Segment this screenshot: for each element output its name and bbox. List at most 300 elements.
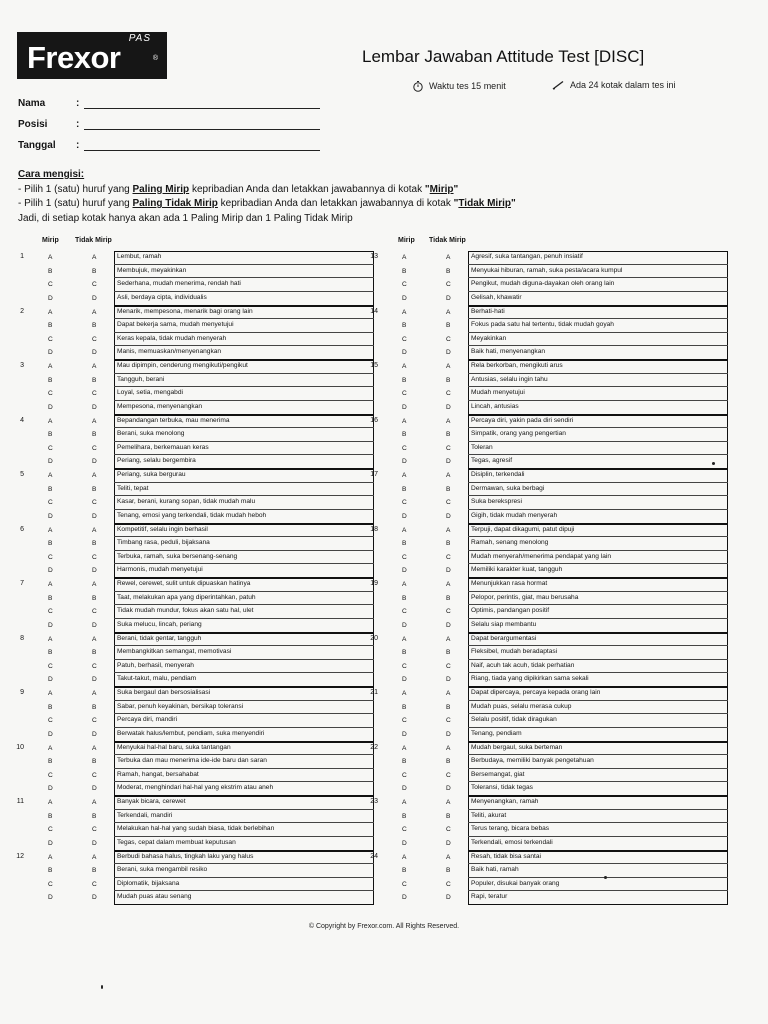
mirip-option-letter[interactable]: D xyxy=(48,676,53,684)
mirip-option-letter[interactable]: D xyxy=(402,730,407,738)
tidak-mirip-option-letter[interactable]: C xyxy=(446,880,451,888)
tidak-mirip-option-letter[interactable]: C xyxy=(446,826,451,834)
tidak-mirip-option-letter[interactable]: D xyxy=(92,458,97,466)
mirip-option-letter[interactable]: C xyxy=(48,662,53,670)
tidak-mirip-option-letter[interactable]: C xyxy=(446,335,451,343)
tidak-mirip-option-letter[interactable]: A xyxy=(446,690,451,697)
tidak-mirip-option-letter[interactable]: B xyxy=(92,485,97,493)
tidak-mirip-option-letter[interactable]: D xyxy=(446,458,451,466)
question-group xyxy=(370,306,728,361)
tidak-mirip-option-letter[interactable]: D xyxy=(446,730,451,738)
question-group xyxy=(370,796,728,851)
tidak-mirip-option-letter[interactable]: C xyxy=(92,880,97,888)
option-row xyxy=(26,265,374,279)
mirip-option-letter[interactable]: A xyxy=(48,308,53,316)
box-note-text: Ada 24 kotak dalam tes ini xyxy=(570,80,676,90)
mirip-option-letter[interactable]: D xyxy=(48,294,53,302)
mirip-option-letter[interactable]: D xyxy=(402,512,407,520)
group-number: 17 xyxy=(370,471,378,478)
mirip-option-letter[interactable]: C xyxy=(402,771,407,779)
mirip-option-letter[interactable]: C xyxy=(48,390,53,398)
statement-text: Mudah bergaul, suka berteman xyxy=(471,743,563,751)
tidak-mirip-option-letter[interactable]: A xyxy=(446,744,451,752)
question-group xyxy=(370,415,728,470)
mirip-option-letter[interactable]: C xyxy=(402,281,407,289)
tidak-mirip-option-letter[interactable]: C xyxy=(92,826,97,834)
group-number: 9 xyxy=(20,689,24,696)
mirip-option-letter[interactable]: C xyxy=(48,281,53,289)
statement-text: Toleransi, tidak tegas xyxy=(471,784,533,792)
mirip-option-letter[interactable]: B xyxy=(402,703,407,711)
mirip-option-letter[interactable]: A xyxy=(402,853,407,861)
statement-text: Harmonis, mudah menyetujui xyxy=(117,566,203,574)
tidak-mirip-option-letter[interactable]: A xyxy=(446,799,451,806)
tidak-mirip-option-letter[interactable]: C xyxy=(446,771,451,779)
tidak-mirip-option-letter[interactable]: B xyxy=(92,812,97,820)
tidak-mirip-option-letter[interactable]: B xyxy=(92,322,97,330)
mirip-option-letter[interactable]: C xyxy=(402,444,407,452)
mirip-option-letter[interactable]: D xyxy=(402,458,407,466)
mirip-option-letter[interactable]: B xyxy=(402,758,407,766)
option-row xyxy=(380,374,728,388)
tidak-mirip-option-letter[interactable]: C xyxy=(92,281,97,289)
tidak-mirip-option-letter[interactable]: C xyxy=(446,499,451,507)
tidak-mirip-option-letter[interactable]: D xyxy=(92,730,97,738)
mirip-option-letter[interactable]: A xyxy=(402,690,407,697)
tidak-mirip-option-letter[interactable]: A xyxy=(92,472,97,479)
option-row xyxy=(26,605,374,619)
statement-text: Periang, selalu bergembira xyxy=(117,457,196,465)
mirip-option-letter[interactable]: C xyxy=(402,553,407,561)
mirip-option-letter[interactable]: C xyxy=(402,717,407,725)
mirip-option-letter[interactable]: D xyxy=(48,621,53,629)
tidak-mirip-option-letter[interactable]: B xyxy=(92,594,97,602)
option-row xyxy=(380,864,728,878)
mirip-option-letter[interactable]: C xyxy=(48,335,53,343)
answer-column-left xyxy=(16,251,374,905)
mirip-option-letter[interactable]: D xyxy=(402,403,407,411)
logo-registered-mark: ® xyxy=(152,55,158,62)
instruction-emphasis: Paling Mirip xyxy=(132,183,190,195)
mirip-option-letter[interactable]: C xyxy=(402,880,407,888)
option-row xyxy=(26,346,374,360)
mirip-option-letter[interactable]: A xyxy=(402,417,407,425)
mirip-option-letter[interactable]: D xyxy=(48,403,53,411)
tidak-mirip-option-letter[interactable]: D xyxy=(92,621,97,629)
colon: : xyxy=(76,140,80,151)
mirip-option-letter[interactable]: B xyxy=(48,267,53,275)
mirip-option-letter[interactable]: A xyxy=(48,581,53,588)
tidak-mirip-option-letter[interactable]: C xyxy=(446,281,451,289)
mirip-option-letter[interactable]: B xyxy=(48,322,53,330)
statement-text: Baik hati, ramah xyxy=(471,866,519,874)
mirip-option-letter[interactable]: A xyxy=(402,254,407,261)
tidak-mirip-option-letter[interactable]: D xyxy=(446,349,451,357)
tidak-mirip-option-letter[interactable]: B xyxy=(92,376,97,384)
group-number: 11 xyxy=(16,798,24,805)
tidak-mirip-option-letter[interactable]: B xyxy=(446,867,451,875)
tidak-mirip-option-letter[interactable]: A xyxy=(92,635,97,643)
mirip-option-letter[interactable]: A xyxy=(402,308,407,316)
mirip-option-letter[interactable]: B xyxy=(402,812,407,820)
option-row xyxy=(380,742,728,756)
tidak-mirip-option-letter[interactable]: D xyxy=(446,403,451,411)
option-row xyxy=(26,742,374,756)
tidak-mirip-option-letter[interactable]: D xyxy=(92,349,97,357)
mirip-option-letter[interactable]: B xyxy=(402,594,407,602)
mirip-option-letter[interactable]: D xyxy=(402,294,407,302)
mirip-option-letter[interactable]: D xyxy=(402,349,407,357)
statement-text: Membujuk, meyakinkan xyxy=(117,266,187,274)
mirip-option-letter[interactable]: B xyxy=(48,594,53,602)
option-row xyxy=(380,592,728,606)
tidak-mirip-option-letter[interactable]: D xyxy=(446,294,451,302)
mirip-option-letter[interactable]: A xyxy=(402,799,407,806)
mirip-option-letter[interactable]: D xyxy=(402,894,407,902)
tidak-mirip-option-letter[interactable]: A xyxy=(446,417,451,425)
tidak-mirip-option-letter[interactable]: D xyxy=(92,894,97,902)
tidak-mirip-option-letter[interactable]: D xyxy=(92,567,97,575)
option-row xyxy=(380,510,728,524)
mirip-option-letter[interactable]: B xyxy=(402,867,407,875)
mirip-option-letter[interactable]: D xyxy=(402,785,407,793)
group-number: 5 xyxy=(20,471,24,478)
instruction-text: kepribadian Anda dan letakkan jawabannya di kotak xyxy=(217,198,454,209)
mirip-option-letter[interactable]: D xyxy=(402,676,407,684)
mirip-option-letter[interactable]: D xyxy=(402,839,407,847)
option-row xyxy=(26,374,374,388)
question-group xyxy=(370,360,728,415)
mirip-option-letter[interactable]: B xyxy=(402,376,407,384)
mirip-option-letter[interactable]: B xyxy=(48,649,53,657)
statement-text: Sederhana, mudah menerima, rendah hati xyxy=(117,280,241,288)
mirip-option-letter[interactable]: A xyxy=(48,526,53,534)
mirip-option-letter[interactable]: A xyxy=(402,744,407,752)
question-group xyxy=(20,251,374,306)
option-row xyxy=(380,701,728,715)
statement-text: Baik hati, menyenangkan xyxy=(471,348,546,356)
posisi-input-line[interactable] xyxy=(84,118,320,130)
tidak-mirip-option-letter[interactable]: C xyxy=(446,390,451,398)
tidak-mirip-option-letter[interactable]: C xyxy=(92,499,97,507)
tidak-mirip-option-letter[interactable]: B xyxy=(92,703,97,711)
tidak-mirip-option-letter[interactable]: D xyxy=(446,676,451,684)
tidak-mirip-option-letter[interactable]: C xyxy=(92,771,97,779)
tidak-mirip-option-letter[interactable]: B xyxy=(446,703,451,711)
tidak-mirip-option-letter[interactable]: C xyxy=(92,444,97,452)
tidak-mirip-option-letter[interactable]: C xyxy=(92,335,97,343)
instructions-heading: Cara mengisi: xyxy=(18,169,85,180)
tidak-mirip-option-letter[interactable]: C xyxy=(446,717,451,725)
tanggal-label: Tanggal xyxy=(18,140,56,151)
mirip-option-letter[interactable]: A xyxy=(48,690,53,697)
tidak-mirip-option-letter[interactable]: B xyxy=(92,431,97,439)
tidak-mirip-option-letter[interactable]: B xyxy=(446,594,451,602)
question-group xyxy=(20,415,374,470)
statement-text: Mudah puas atau senang xyxy=(117,893,192,901)
option-row xyxy=(380,660,728,674)
tidak-mirip-option-letter[interactable]: C xyxy=(92,608,97,616)
mirip-option-letter[interactable]: B xyxy=(402,322,407,330)
tidak-mirip-option-letter[interactable]: C xyxy=(92,553,97,561)
statement-text: Berbudaya, memiliki banyak pengetahuan xyxy=(471,757,594,765)
tidak-mirip-option-letter[interactable]: A xyxy=(92,254,97,261)
tidak-mirip-option-letter[interactable]: A xyxy=(446,254,451,261)
tidak-mirip-option-letter[interactable]: C xyxy=(446,608,451,616)
tidak-mirip-option-letter[interactable]: D xyxy=(92,512,97,520)
mirip-option-letter[interactable]: D xyxy=(48,567,53,575)
statement-text: Suka berekspresi xyxy=(471,498,522,506)
mirip-option-letter[interactable]: A xyxy=(402,363,407,370)
mirip-option-letter[interactable]: C xyxy=(48,717,53,725)
group-number: 16 xyxy=(370,416,378,424)
statement-text: Ramah, hangat, bersahabat xyxy=(117,770,199,778)
mirip-option-letter[interactable]: B xyxy=(402,431,407,439)
question-group xyxy=(370,742,728,797)
option-row xyxy=(380,810,728,824)
tidak-mirip-option-letter[interactable]: B xyxy=(446,376,451,384)
tidak-mirip-option-letter[interactable]: A xyxy=(446,308,451,316)
statement-text: Antusias, selalu ingin tahu xyxy=(471,375,548,383)
tidak-mirip-option-letter[interactable]: A xyxy=(446,526,451,534)
statement-text: Resah, tidak bisa santai xyxy=(471,852,542,860)
mirip-option-letter[interactable]: C xyxy=(402,826,407,834)
mirip-option-letter[interactable]: D xyxy=(48,894,53,902)
option-row xyxy=(26,564,374,578)
tidak-mirip-option-letter[interactable]: A xyxy=(446,472,451,479)
option-row xyxy=(26,524,374,538)
option-row xyxy=(380,551,728,565)
mirip-option-letter[interactable]: D xyxy=(48,512,53,520)
mirip-option-letter[interactable]: A xyxy=(402,472,407,479)
tidak-mirip-option-letter[interactable]: B xyxy=(92,758,97,766)
option-row xyxy=(380,769,728,783)
mirip-option-letter[interactable]: A xyxy=(48,744,53,752)
group-number: 1 xyxy=(20,253,24,260)
colon: : xyxy=(76,119,80,130)
mirip-option-letter[interactable]: D xyxy=(402,621,407,629)
mirip-option-letter[interactable]: B xyxy=(48,758,53,766)
tidak-mirip-option-letter[interactable]: D xyxy=(92,403,97,411)
tidak-mirip-option-letter[interactable]: B xyxy=(446,812,451,820)
group-number: 18 xyxy=(370,525,378,533)
tidak-mirip-option-letter[interactable]: C xyxy=(92,662,97,670)
tidak-mirip-option-letter[interactable]: C xyxy=(446,444,451,452)
tidak-mirip-option-letter[interactable]: A xyxy=(92,799,97,806)
tidak-mirip-option-letter[interactable]: C xyxy=(92,717,97,725)
tidak-mirip-option-letter[interactable]: B xyxy=(92,649,97,657)
statement-text: Tidak mudah mundur, fokus akan satu hal, ulet xyxy=(117,607,254,615)
group-number: 22 xyxy=(370,743,378,751)
question-group xyxy=(16,742,374,797)
statement-text: Percaya diri, yakin pada diri sendiri xyxy=(471,416,574,424)
tidak-mirip-option-letter[interactable]: B xyxy=(446,322,451,330)
quote-mark: " xyxy=(453,198,459,209)
statement-text: Teliti, tepat xyxy=(117,484,149,492)
mirip-option-letter[interactable]: B xyxy=(48,431,53,439)
mirip-option-letter[interactable]: C xyxy=(48,444,53,452)
tidak-mirip-option-letter[interactable]: A xyxy=(446,635,451,643)
mirip-option-letter[interactable]: C xyxy=(48,880,53,888)
tidak-mirip-option-letter[interactable]: D xyxy=(446,512,451,520)
instruction-line-2 xyxy=(18,197,516,212)
nama-label: Nama xyxy=(18,98,46,109)
mirip-option-letter[interactable]: A xyxy=(48,363,53,370)
statement-text: Tangguh, berani xyxy=(117,375,165,383)
option-row xyxy=(26,578,374,592)
statement-text: Terus terang, bicara bebas xyxy=(471,825,550,833)
tidak-mirip-option-letter[interactable]: D xyxy=(446,567,451,575)
tanggal-input-line[interactable] xyxy=(84,139,320,151)
tidak-mirip-option-letter[interactable]: B xyxy=(446,540,451,548)
tidak-mirip-option-letter[interactable]: D xyxy=(92,839,97,847)
tidak-mirip-option-letter[interactable]: A xyxy=(446,853,451,861)
option-row xyxy=(26,851,374,865)
mirip-option-letter[interactable]: A xyxy=(402,635,407,643)
mirip-option-letter[interactable]: B xyxy=(48,867,53,875)
option-row xyxy=(380,455,728,469)
mirip-option-letter[interactable]: A xyxy=(48,254,53,261)
option-row xyxy=(380,292,728,306)
statement-text: Diplomatik, bijaksana xyxy=(117,879,180,887)
option-row xyxy=(380,483,728,497)
statement-text: Suka melucu, lincah, periang xyxy=(117,620,202,628)
mirip-option-letter[interactable]: D xyxy=(48,458,53,466)
mirip-option-letter[interactable]: A xyxy=(48,853,53,861)
mirip-option-letter[interactable]: C xyxy=(402,335,407,343)
colon: : xyxy=(76,98,80,109)
tidak-mirip-option-letter[interactable]: C xyxy=(92,390,97,398)
statement-text: Disiplin, terkendali xyxy=(471,471,525,478)
group-number: 10 xyxy=(16,743,24,751)
mirip-option-letter[interactable]: B xyxy=(402,485,407,493)
tidak-mirip-option-letter[interactable]: B xyxy=(92,267,97,275)
mirip-option-letter[interactable]: B xyxy=(402,540,407,548)
mirip-option-letter[interactable]: B xyxy=(48,376,53,384)
nama-input-line[interactable] xyxy=(84,97,320,109)
instruction-text: - Pilih 1 (satu) huruf yang xyxy=(18,183,133,195)
instruction-emphasis: Mirip xyxy=(429,183,454,195)
tidak-mirip-option-letter[interactable]: A xyxy=(92,853,97,861)
mirip-option-letter[interactable]: C xyxy=(402,608,407,616)
group-number: 15 xyxy=(370,362,378,369)
mirip-option-letter[interactable]: D xyxy=(48,785,53,793)
tidak-mirip-option-letter[interactable]: A xyxy=(446,581,451,588)
statement-text: Moderat, menghindari hal-hal yang ekstrim atau aneh xyxy=(117,784,274,792)
tidak-mirip-option-letter[interactable]: B xyxy=(92,867,97,875)
tidak-mirip-option-letter[interactable]: D xyxy=(446,621,451,629)
mirip-option-letter[interactable]: B xyxy=(402,267,407,275)
option-row xyxy=(26,333,374,347)
group-number: 6 xyxy=(20,525,24,533)
tidak-mirip-option-letter[interactable]: B xyxy=(446,267,451,275)
tidak-mirip-option-letter[interactable]: B xyxy=(446,758,451,766)
mirip-option-letter[interactable]: C xyxy=(402,390,407,398)
mirip-option-letter[interactable]: B xyxy=(48,812,53,820)
tidak-mirip-option-letter[interactable]: B xyxy=(446,485,451,493)
mirip-option-letter[interactable]: B xyxy=(48,485,53,493)
option-row xyxy=(26,592,374,606)
mirip-option-letter[interactable]: D xyxy=(48,839,53,847)
instruction-emphasis: Tidak Mirip xyxy=(458,198,511,209)
tidak-mirip-option-letter[interactable]: A xyxy=(92,363,97,370)
statement-text: Selalu siap membantu xyxy=(471,620,537,628)
tidak-mirip-option-letter[interactable]: A xyxy=(446,363,451,370)
tidak-mirip-option-letter[interactable]: D xyxy=(92,294,97,302)
tidak-mirip-option-letter[interactable]: A xyxy=(92,581,97,588)
tidak-mirip-option-letter[interactable]: D xyxy=(446,785,451,793)
mirip-option-letter[interactable]: A xyxy=(48,799,53,806)
mirip-option-letter[interactable]: A xyxy=(48,472,53,479)
statement-text: Banyak bicara, cerewet xyxy=(117,798,186,805)
statement-text: Bepandangan terbuka, mau menerima xyxy=(117,416,230,424)
group-number: 21 xyxy=(370,689,378,696)
tidak-mirip-option-letter[interactable]: A xyxy=(92,690,97,697)
mirip-option-letter[interactable]: A xyxy=(48,417,53,425)
tidak-mirip-option-letter[interactable]: B xyxy=(446,431,451,439)
mirip-option-letter[interactable]: C xyxy=(48,608,53,616)
instruction-emphasis: Paling Tidak Mirip xyxy=(132,198,218,209)
mirip-option-letter[interactable]: D xyxy=(402,567,407,575)
mirip-option-letter[interactable]: A xyxy=(48,635,53,643)
speck-mark xyxy=(712,462,715,465)
group-number: 12 xyxy=(16,852,24,860)
question-group xyxy=(20,360,374,415)
mirip-option-letter[interactable]: A xyxy=(402,526,407,534)
mirip-option-letter[interactable]: D xyxy=(48,730,53,738)
mirip-option-letter[interactable]: C xyxy=(402,662,407,670)
option-row xyxy=(380,782,728,796)
mirip-option-letter[interactable]: B xyxy=(48,540,53,548)
tidak-mirip-option-letter[interactable]: D xyxy=(92,785,97,793)
tidak-mirip-option-letter[interactable]: A xyxy=(92,417,97,425)
mirip-option-letter[interactable]: C xyxy=(402,499,407,507)
option-row xyxy=(380,796,728,810)
statement-text: Mau dipimpin, cenderung mengikuti/pengikut xyxy=(117,362,248,369)
mirip-option-letter[interactable]: C xyxy=(48,826,53,834)
tidak-mirip-option-letter[interactable]: B xyxy=(446,649,451,657)
mirip-option-letter[interactable]: B xyxy=(48,703,53,711)
tidak-mirip-option-letter[interactable]: A xyxy=(92,744,97,752)
tidak-mirip-option-letter[interactable]: C xyxy=(446,553,451,561)
mirip-option-letter[interactable]: B xyxy=(402,649,407,657)
statement-text: Optimis, pandangan positif xyxy=(471,607,550,615)
speck-mark xyxy=(604,876,607,879)
tidak-mirip-option-letter[interactable]: B xyxy=(92,540,97,548)
option-row xyxy=(380,387,728,401)
mirip-option-letter[interactable]: D xyxy=(48,349,53,357)
mirip-option-letter[interactable]: C xyxy=(48,499,53,507)
tidak-mirip-option-letter[interactable]: A xyxy=(92,308,97,316)
tidak-mirip-option-letter[interactable]: C xyxy=(446,662,451,670)
mirip-option-letter[interactable]: A xyxy=(402,581,407,588)
tidak-mirip-option-letter[interactable]: A xyxy=(92,526,97,534)
mirip-option-letter[interactable]: C xyxy=(48,771,53,779)
mirip-option-letter[interactable]: C xyxy=(48,553,53,561)
statement-text: Menunjukkan rasa hormat xyxy=(471,580,548,587)
statement-text: Selalu positif, tidak diragukan xyxy=(471,716,557,724)
statement-text: Terkendali, mandiri xyxy=(117,811,173,819)
tidak-mirip-option-letter[interactable]: D xyxy=(446,839,451,847)
statement-text: Simpatik, orang yang pengertian xyxy=(471,430,566,438)
statement-text: Sabar, penuh keyakinan, bersikap toleransi xyxy=(117,702,244,710)
option-row xyxy=(26,701,374,715)
option-row xyxy=(380,442,728,456)
question-group xyxy=(20,633,374,688)
group-number: 8 xyxy=(20,634,24,642)
tidak-mirip-option-letter[interactable]: D xyxy=(446,894,451,902)
tidak-mirip-option-letter[interactable]: D xyxy=(92,676,97,684)
